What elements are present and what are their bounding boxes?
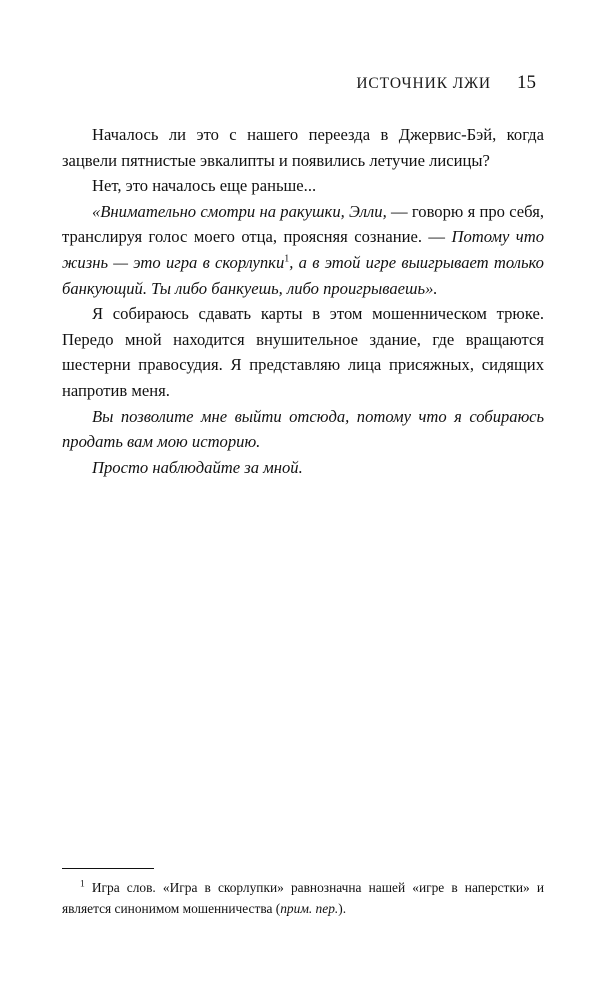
quote-part-3: , а в этой игре выигрывает только банкующий. Ты либо банкуешь, либо проигрываешь». — [62, 252, 544, 298]
footnote-separator-rule — [62, 868, 154, 869]
footnote-paragraph — [62, 878, 544, 919]
running-head — [62, 72, 544, 98]
quote-part-1: «Внимательно смотри на ракушки, Элли, — [92, 201, 391, 221]
footnote-number: 1 — [80, 879, 85, 890]
quote-part-2: Потому что жизнь — это игра в скорлупки — [62, 227, 544, 272]
paragraph-6: Просто наблюдайте за мной. — [92, 457, 303, 477]
paragraph-2: Нет, это началось еще раньше... — [92, 176, 317, 196]
quote-attribution: — говорю я про себя, транслируя голос моего отца, проясняя сознание. — — [62, 201, 544, 247]
page-number: 15 — [517, 72, 536, 93]
paragraph-4: Я собираюсь сдавать карты в этом мошенническом трюке. Передо мной находится внушительное здание, где вращаются шестерни правосудия. Я представляю лица присяжных, сидящих напротив меня. — [62, 304, 544, 400]
footnote-area — [62, 868, 544, 919]
footnote-text — [62, 878, 544, 919]
running-head-title: ИСТОЧНИК ЛЖИ — [356, 75, 491, 92]
footnote-part-italic: прим. пер. — [280, 900, 339, 916]
paragraph-1: Началось ли это с нашего переезда в Джервис-Бэй, когда зацвели пятнистые эвкалипты и появились летучие лисицы? — [62, 125, 544, 170]
footnote-reference[interactable]: 1 — [284, 253, 290, 265]
body-text — [62, 122, 544, 480]
paragraph-3 — [62, 199, 544, 301]
footnote-part-2: ). — [338, 900, 347, 916]
footnote-part-1: Игра слов. «Игра в скорлупки» равнозначна нашей «игре в наперстки» и является синонимом мошенничества ( — [62, 880, 544, 916]
paragraph-5: Вы позволите мне выйти отсюда, потому что я собираюсь продать вам мою историю. — [62, 406, 544, 452]
